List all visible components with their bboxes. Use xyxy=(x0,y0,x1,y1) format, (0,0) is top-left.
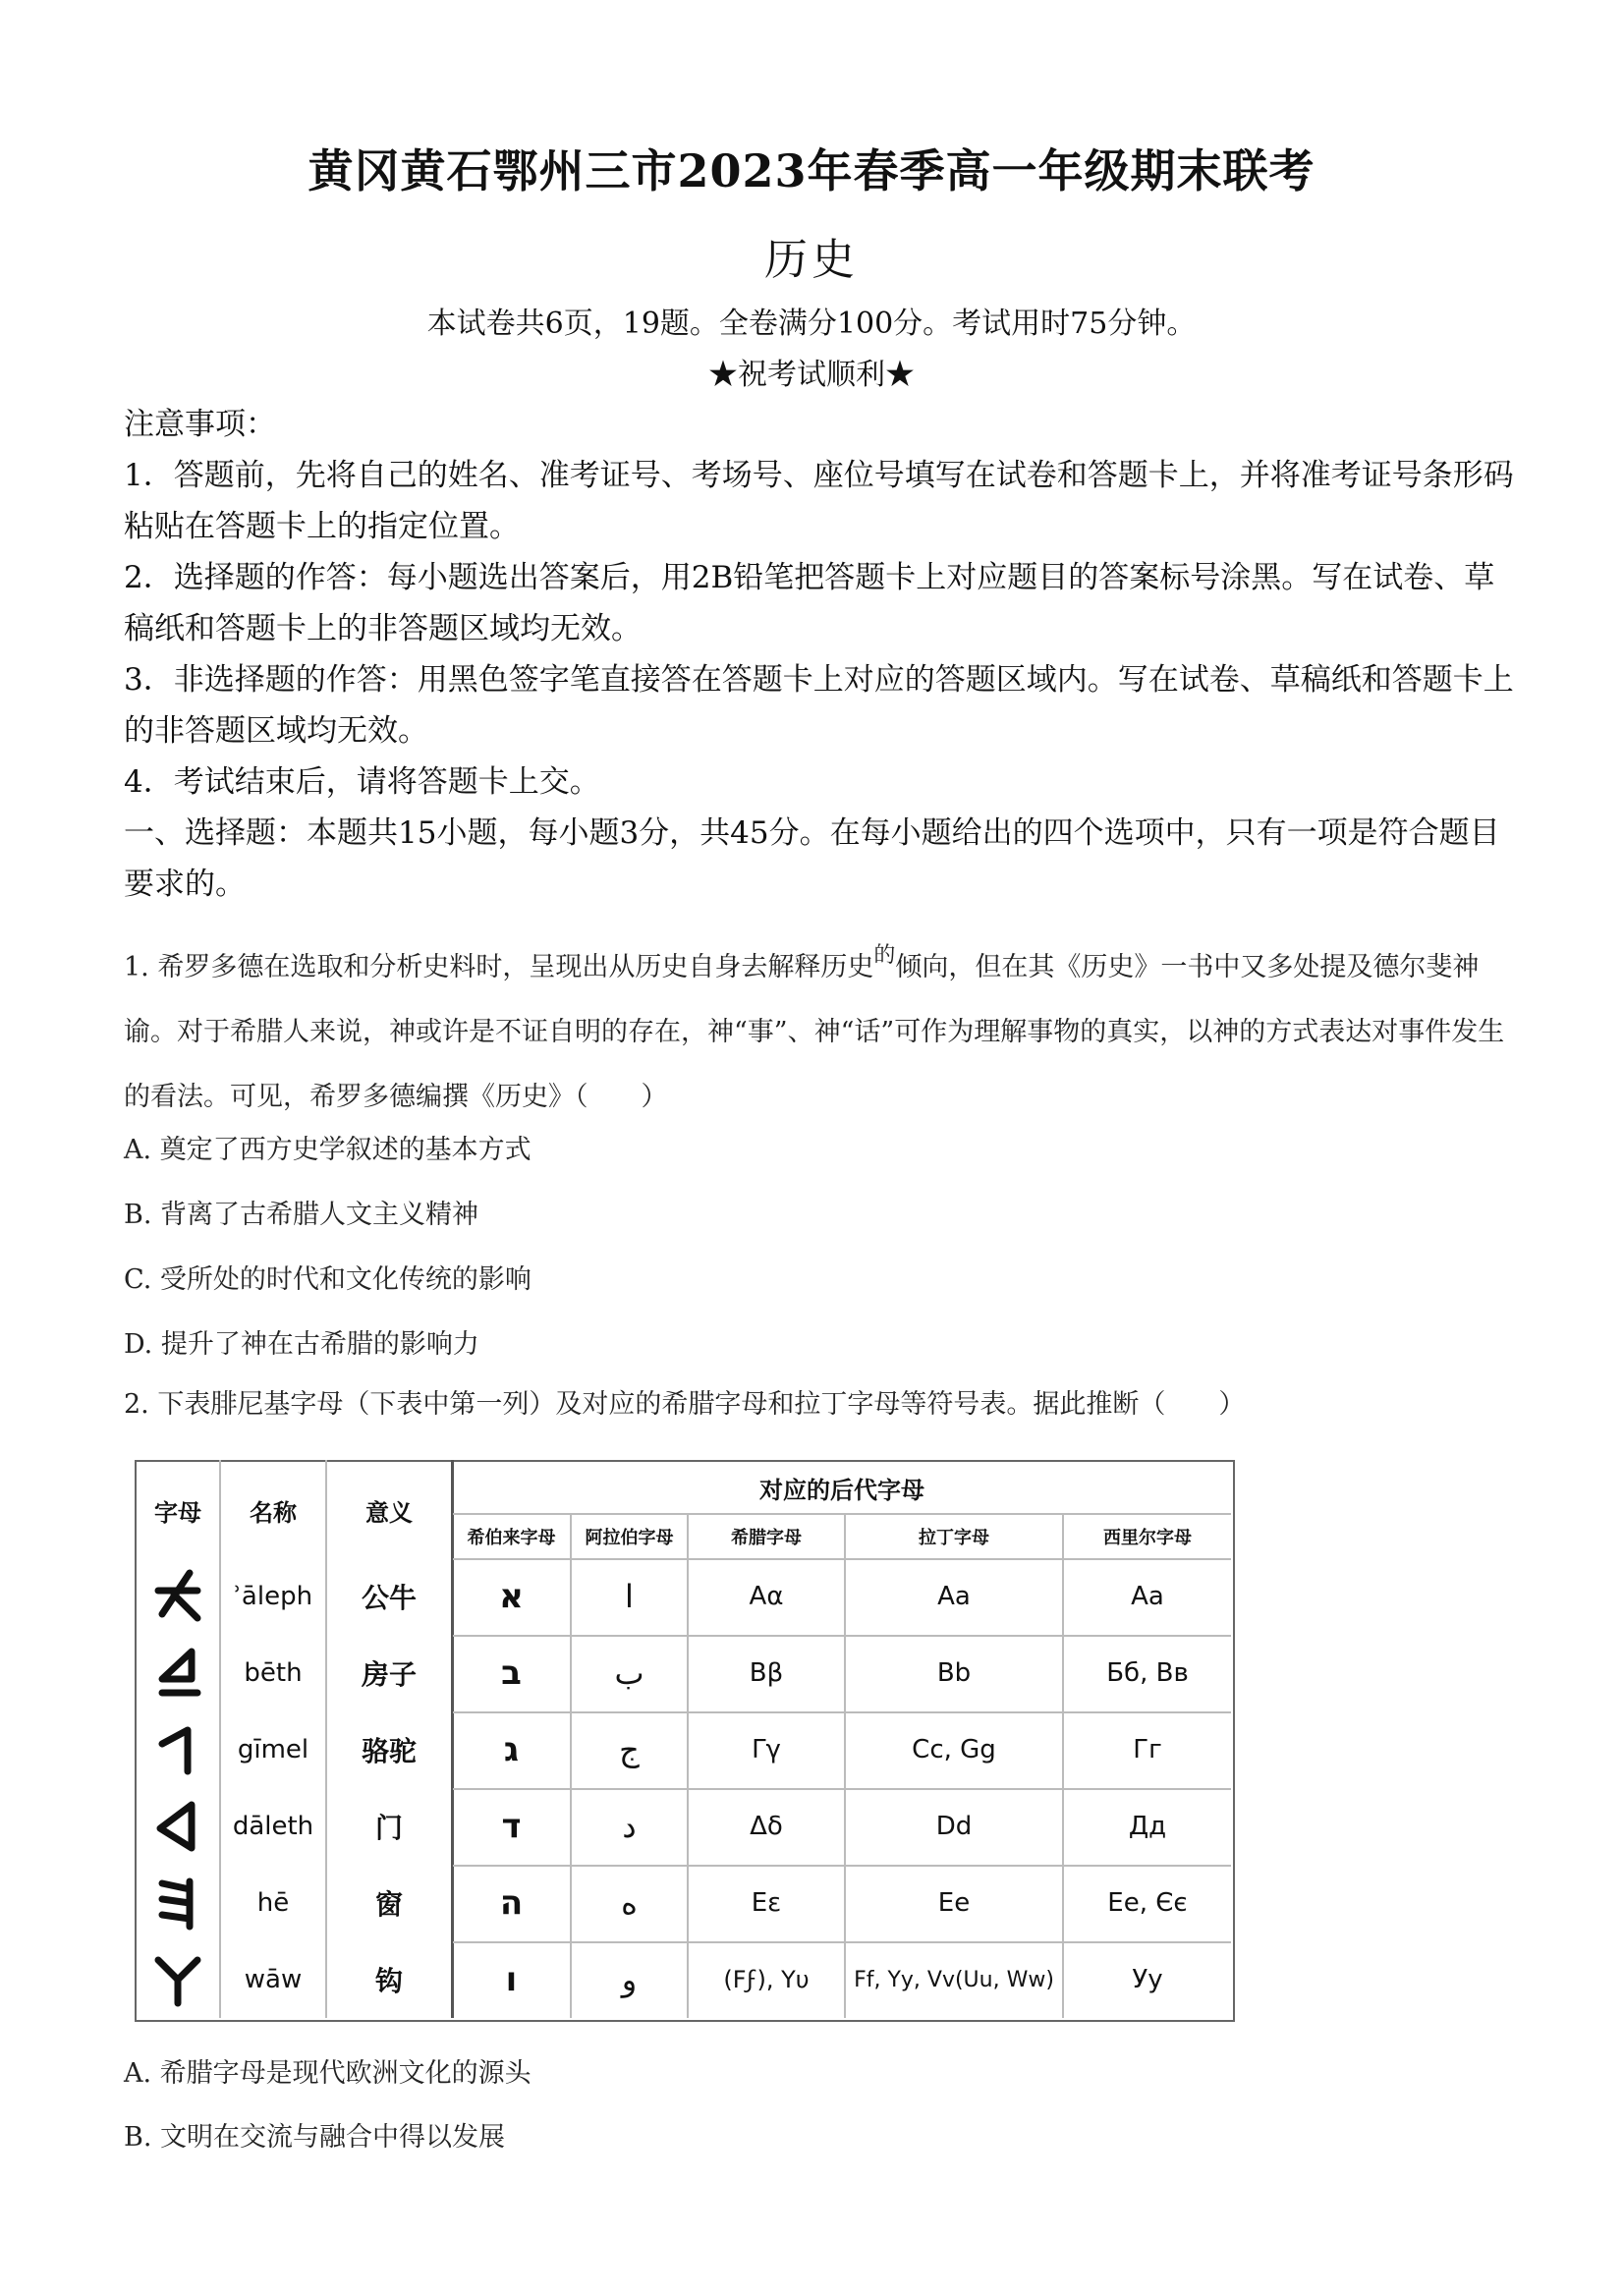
header-meaning: 意义 xyxy=(365,1497,413,1527)
notes-section xyxy=(124,399,1519,910)
arabic-letter: د xyxy=(622,1808,637,1845)
q1-option-c: C. 受所处的时代和文化传统的影响 xyxy=(124,1264,532,1295)
phoenician-gimel-glyph xyxy=(137,1711,219,1788)
hebrew-letter: ה xyxy=(499,1883,524,1923)
arabic-letter: ب xyxy=(614,1654,644,1692)
letter-name: gīmel xyxy=(237,1735,309,1764)
hebrew-letter: ו xyxy=(505,1960,518,1999)
letter-meaning: 窗 xyxy=(374,1888,403,1921)
arabic-letter: و xyxy=(621,1961,638,1998)
letter-meaning: 钩 xyxy=(374,1965,403,1997)
notes-heading: 注意事项： xyxy=(124,407,276,442)
q2-option-a: A. 希腊字母是现代欧洲文化的源头 xyxy=(124,2058,532,2089)
q2-option-b: B. 文明在交流与融合中得以发展 xyxy=(124,2122,506,2153)
cyrillic-letter: Ee, Єє xyxy=(1107,1888,1188,1918)
question-1-stem xyxy=(124,924,1519,1130)
cyrillic-letter: Дд xyxy=(1128,1812,1167,1841)
greek-letter: Ββ xyxy=(749,1658,784,1688)
header-name: 名称 xyxy=(250,1497,297,1527)
header-greek: 希腊字母 xyxy=(731,1528,802,1548)
cyrillic-letter: Aa xyxy=(1131,1582,1164,1611)
latin-letter: Cc, Gg xyxy=(912,1735,996,1764)
arabic-letter: ا xyxy=(625,1578,634,1615)
greek-letter: Γγ xyxy=(752,1735,781,1764)
phoenician-waw-glyph xyxy=(137,1941,219,2018)
q1-option-d: D. 提升了神在古希腊的影响力 xyxy=(124,1329,479,1360)
header-descendants: 对应的后代字母 xyxy=(759,1475,924,1504)
note-item: 3．非选择题的作答：用黑色签字笔直接答在答题卡上对应的答题区域内。写在试卷、草稿纸和答题卡上的非答题区域均无效。 xyxy=(124,662,1514,749)
hebrew-letter: א xyxy=(499,1577,524,1616)
phoenician-he-glyph xyxy=(137,1865,219,1941)
letter-name: bēth xyxy=(244,1658,303,1688)
hebrew-letter: ב xyxy=(501,1653,522,1693)
phoenician-daleth-glyph xyxy=(137,1788,219,1865)
letter-meaning: 骆驼 xyxy=(361,1735,417,1767)
note-item: 2．选择题的作答：每小题选出答案后，用2B铅笔把答题卡上对应题目的答案标号涂黑。写在试卷、草稿纸和答题卡上的非答题区域均无效。 xyxy=(124,560,1495,646)
cyrillic-letter: Бб, Вв xyxy=(1106,1658,1189,1688)
arabic-letter: ه xyxy=(621,1884,638,1922)
section-heading: 一、选择题：本题共15小题，每小题3分，共45分。在每小题给出的四个选项中，只有一项是符合题目要求的。 xyxy=(124,815,1500,902)
latin-letter: Bb xyxy=(936,1658,972,1688)
header-cyrillic: 西里尔字母 xyxy=(1103,1528,1192,1548)
cyrillic-letter: Гг xyxy=(1133,1735,1162,1764)
cyrillic-letter: Уу xyxy=(1132,1965,1163,1994)
q1-stem-sup: 的 xyxy=(873,943,896,968)
header-letter: 字母 xyxy=(154,1497,201,1527)
letter-meaning: 门 xyxy=(374,1812,403,1844)
letter-meaning: 公牛 xyxy=(361,1582,417,1614)
header-arabic: 阿拉伯字母 xyxy=(585,1528,674,1548)
letter-name: dāleth xyxy=(232,1812,314,1841)
hebrew-letter: ד xyxy=(501,1807,522,1846)
q1-stem-part2: 倾向，但在其《历史》一书中又多处提及德尔斐神谕。对于希腊人来说，神或许是不证自明的存在，神“事”、神“话”可作为理解事物的真实，以神的方式表达对事件发生的看法。可见，希罗多德编撰《历史》（ ） xyxy=(124,952,1505,1112)
latin-letter: Ee xyxy=(937,1888,971,1918)
exam-wish: ★祝考试顺利★ xyxy=(708,358,915,392)
greek-letter: (Ϝϝ), Υυ xyxy=(723,1966,810,1993)
greek-letter: Δδ xyxy=(750,1812,783,1841)
latin-letter: Dd xyxy=(935,1812,973,1841)
header-latin: 拉丁字母 xyxy=(919,1528,989,1548)
exam-info: 本试卷共6页，19题。全卷满分100分。考试用时75分钟。 xyxy=(426,307,1197,341)
q1-option-a: A. 奠定了西方史学叙述的基本方式 xyxy=(124,1135,532,1165)
q1-option-b: B. 背离了古希腊人文主义精神 xyxy=(124,1200,479,1230)
letter-name: hē xyxy=(256,1888,290,1918)
header-hebrew: 希伯来字母 xyxy=(467,1528,556,1548)
subject-title: 历史 xyxy=(764,235,859,285)
q1-stem-part1: 1. 希罗多德在选取和分析史料时，呈现出从历史自身去解释历史 xyxy=(124,952,874,982)
question-2-stem: 2. 下表腓尼基字母（下表中第一列）及对应的希腊字母和拉丁字母等符号表。据此推断（ ） xyxy=(124,1389,1246,1420)
note-item: 1．答题前，先将自己的姓名、准考证号、考场号、座位号填写在试卷和答题卡上，并将准考证号条形码粘贴在答题卡上的指定位置。 xyxy=(124,458,1514,544)
letter-name: wāw xyxy=(244,1965,303,1994)
letter-name: ʾāleph xyxy=(233,1582,313,1611)
exam-title: 黄冈黄石鄂州三市2023年春季高一年级期末联考 xyxy=(308,144,1315,197)
note-item: 4．考试结束后，请将答题卡上交。 xyxy=(124,764,600,800)
hebrew-letter: ג xyxy=(503,1730,520,1769)
phoenician-aleph-glyph xyxy=(137,1558,219,1635)
arabic-letter: ج xyxy=(619,1731,640,1768)
latin-letter: Ff, Yy, Vv(Uu, Ww) xyxy=(854,1967,1054,1992)
alphabet-table xyxy=(135,1460,1233,2020)
greek-letter: Εε xyxy=(751,1888,782,1918)
latin-letter: Aa xyxy=(937,1582,971,1611)
phoenician-beth-glyph xyxy=(137,1635,219,1711)
letter-meaning: 房子 xyxy=(361,1658,417,1691)
greek-letter: Αα xyxy=(749,1582,784,1611)
